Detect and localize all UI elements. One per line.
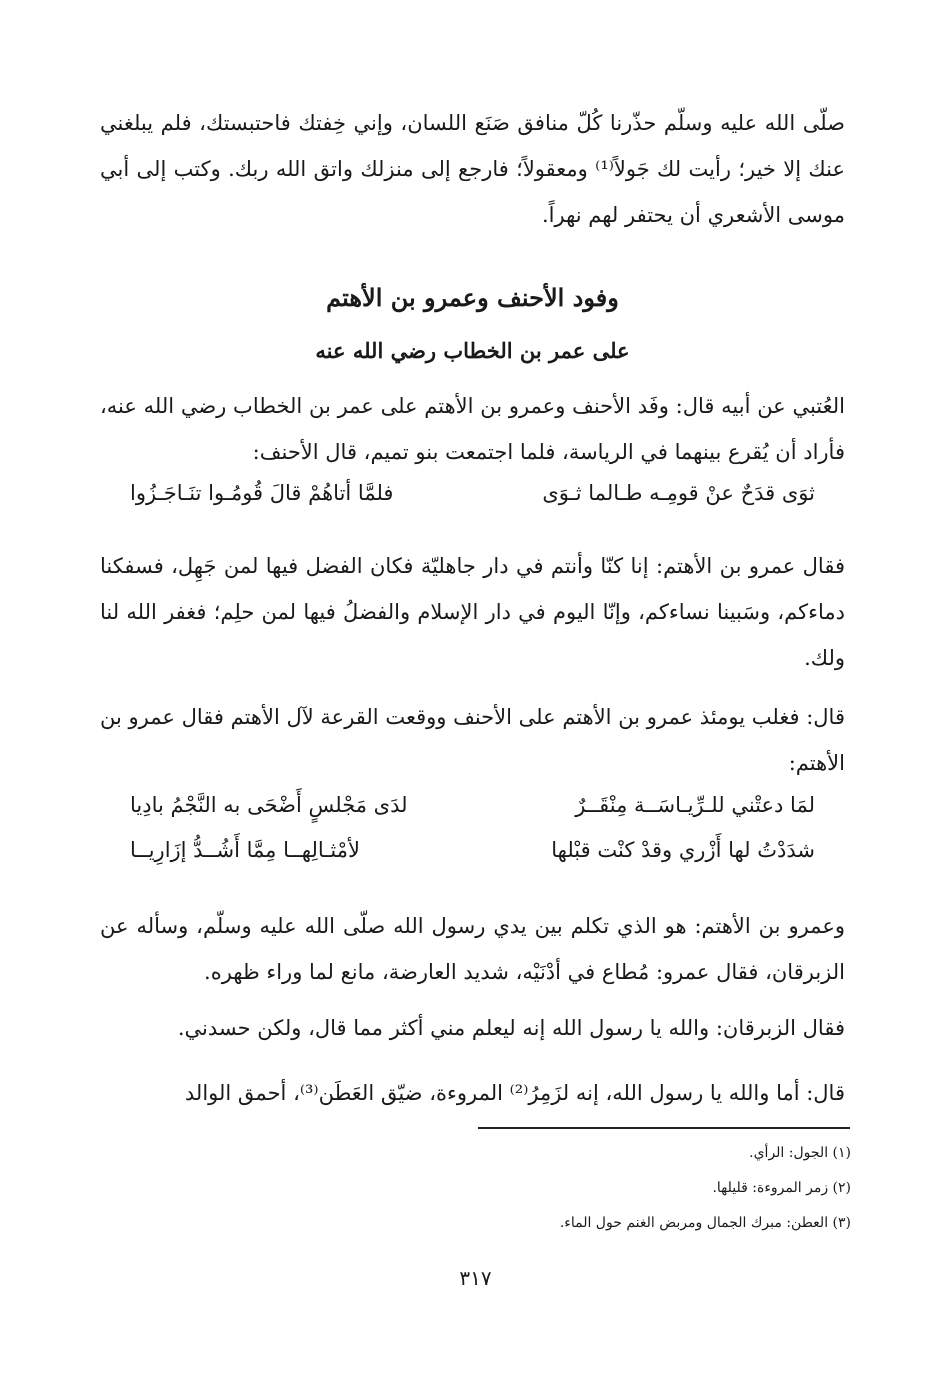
footnote-1: (١) الجول: الرأي.: [749, 1145, 851, 1161]
paragraph-zibriqan: فقال الزبرقان: والله يا رسول الله إنه ليعلم مني أكثر مما قال، ولكن حسدني.: [177, 1016, 845, 1040]
paragraph-opening: صلّى الله عليه وسلّم حذّرنا كُلّ منافق صَنَع اللسان، وإني خِفتك فاحتبستك، فلم يبلغني عنك إلا خير؛ رأيت لك جَولاً⁽¹⁾ ومعقولاً؛ فارجع إلى منزلك واتق الله ربك. وكتب إلى أبي موسى الأشعري أن يحتفر لهم نهراً.: [100, 111, 845, 227]
verse-line-1: [100, 481, 845, 521]
paragraph-amr-bio: وعمرو بن الأهتم: هو الذي تكلم بين يدي رسول الله صلّى الله عليه وسلّم، وسأله عن الزبرقان، فقال عمرو: مُطاع في أدْنَيْه، شديد العارضة، مانع لما وراء ظهره.: [100, 914, 845, 984]
verse-hemistich-first: شدَدْتُ لها أَزْري وقدْ كنْت قبْلها: [551, 838, 815, 862]
section-title: وفود الأحنف وعمرو بن الأهتم: [326, 283, 619, 312]
paragraph-utbi: العُتبي عن أبيه قال: وفَد الأحنف وعمرو بن الأهتم على عمر بن الخطاب رضي الله عنه، فأراد أن يُقرع بينهما في الرياسة، فلما اجتمعت بنو تميم، قال الأحنف:: [100, 394, 845, 464]
verse-line-3: [100, 838, 845, 878]
verse-hemistich-second: لدَى مَجْلسٍ أَضْحَى به النَّجْمُ بادِيا: [130, 793, 408, 817]
paragraph-reply: قال: أما والله يا رسول الله، إنه لزَمِرُ⁽²⁾ المروءة، ضيّق العَطَن⁽³⁾، أحمق الوالد: [184, 1081, 845, 1105]
paragraph-lottery: قال: فغلب يومئذ عمرو بن الأهتم على الأحنف ووقعت القرعة لآل الأهتم فقال عمرو بن الأهتم:: [100, 705, 845, 775]
verse-hemistich-second: فلمَّا أتاهُمْ قالَ قُومُـوا تنَـاجَـزُوا: [130, 481, 394, 505]
footnote-3: (٣) العطن: مبرك الجمال ومربض الغنم حول الماء.: [559, 1215, 851, 1231]
verse-hemistich-second: لأمْثـالِهــا مِمَّا أَشُــدُّ إزَارِيــا: [130, 838, 360, 862]
verse-hemistich-first: لمَا دعتْني للـرِّيـاسَــة مِنْقَــرٌ: [575, 793, 815, 817]
paragraph-amr-speech: فقال عمرو بن الأهتم: إنا كنّا وأنتم في دار جاهليّة فكان الفضل فيها لمن جَهِل، فسفكنا دماءكم، وسَبينا نساءكم، وإنّا اليوم في دار الإسلام والفضلُ فيها لمن حلِم؛ فغفر الله لنا ولك.: [100, 554, 845, 670]
footnote-2: (٢) زمر المروءة: قليلها.: [712, 1180, 851, 1196]
verse-hemistich-first: ثوَى قدَحٌ عنْ قومِـه طـالما ثـوَى: [542, 481, 815, 505]
footnote-divider: [478, 1127, 850, 1129]
verse-line-2: [100, 793, 845, 833]
page-number: ٣١٧: [459, 1266, 492, 1290]
section-subtitle: على عمر بن الخطاب رضي الله عنه: [315, 338, 630, 363]
